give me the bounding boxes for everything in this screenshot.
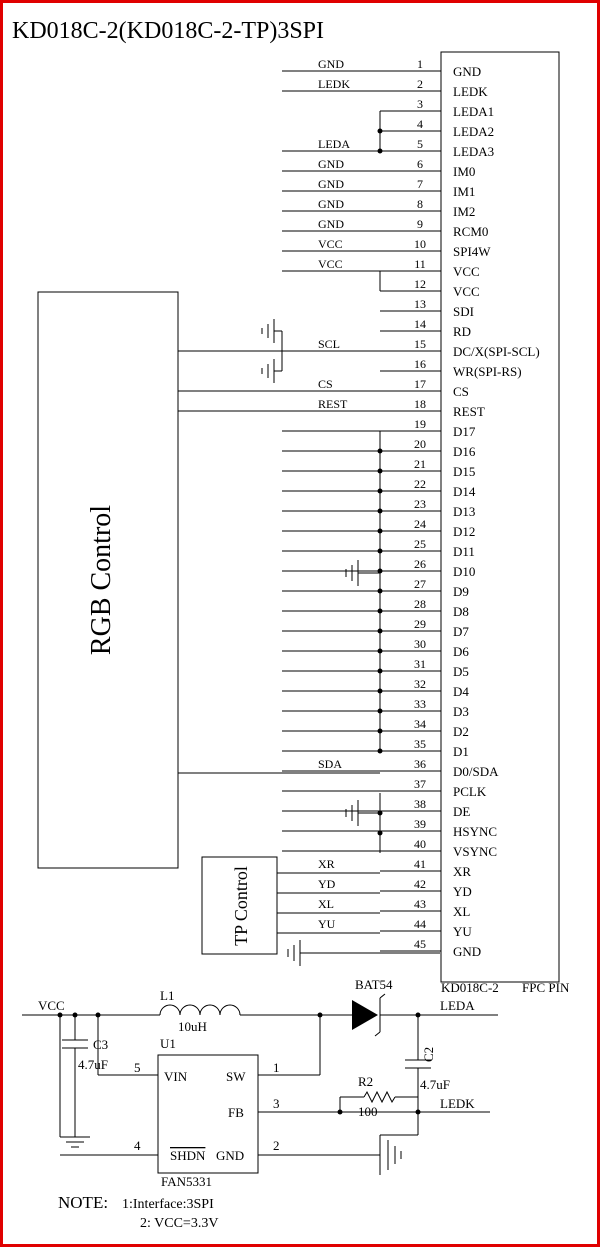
pin-number: 44 bbox=[414, 917, 426, 931]
net-label: LEDK bbox=[318, 77, 350, 91]
pin-name: WR(SPI-RS) bbox=[453, 364, 522, 379]
pin-3 bbox=[380, 97, 494, 119]
pin-8 bbox=[282, 197, 475, 219]
net-label: SCL bbox=[318, 337, 341, 351]
junction-dot bbox=[378, 649, 383, 654]
leda-label: LEDA bbox=[440, 998, 475, 1013]
pin-name: D11 bbox=[453, 544, 475, 559]
net-label: CS bbox=[318, 377, 333, 391]
pin-name: YU bbox=[453, 924, 472, 939]
connector-pins bbox=[282, 57, 540, 959]
ground-symbol bbox=[262, 319, 282, 343]
junction-dot bbox=[378, 629, 383, 634]
pin-number: 45 bbox=[414, 937, 426, 951]
pin-9 bbox=[282, 217, 488, 239]
pin-2 bbox=[282, 77, 488, 99]
pin-name: D0/SDA bbox=[453, 764, 499, 779]
pin-number: 1 bbox=[417, 57, 423, 71]
pin-12 bbox=[380, 277, 480, 299]
pin-10 bbox=[282, 237, 491, 259]
fpc-pin-label: FPC PIN bbox=[522, 980, 570, 995]
net-label: VCC bbox=[318, 237, 343, 251]
junction-dot bbox=[378, 609, 383, 614]
junction-dot bbox=[378, 749, 383, 754]
note-label: NOTE: bbox=[58, 1193, 109, 1212]
pin-number: 36 bbox=[414, 757, 426, 771]
net-label: GND bbox=[318, 177, 344, 191]
pin-name: D7 bbox=[453, 624, 469, 639]
pin-name: GND bbox=[453, 64, 482, 79]
pin-number: 6 bbox=[417, 157, 423, 171]
pin-name: DE bbox=[453, 804, 471, 819]
pin-number: 30 bbox=[414, 637, 426, 651]
r2-ref: R2 bbox=[358, 1074, 374, 1089]
pin-number: 18 bbox=[414, 397, 426, 411]
pin-number: 33 bbox=[414, 697, 426, 711]
pin-21 bbox=[282, 457, 475, 479]
pin-number: 24 bbox=[414, 517, 426, 531]
pin-14 bbox=[380, 317, 471, 339]
u1-pin-gnd: GND bbox=[216, 1148, 245, 1163]
pin-40 bbox=[282, 837, 497, 859]
pin-number: 4 bbox=[417, 117, 423, 131]
pin-name: IM2 bbox=[453, 204, 476, 219]
r2-value: 100 bbox=[358, 1104, 378, 1119]
pin-number: 41 bbox=[414, 857, 426, 871]
u1-pin5-num: 5 bbox=[134, 1060, 141, 1075]
u1-pin3-num: 3 bbox=[273, 1096, 280, 1111]
junction-dot bbox=[378, 549, 383, 554]
pin-5 bbox=[282, 137, 494, 159]
net-label: GND bbox=[318, 217, 344, 231]
pin-number: 32 bbox=[414, 677, 426, 691]
pin-38 bbox=[282, 797, 470, 819]
pin-number: 39 bbox=[414, 817, 426, 831]
junction-dot bbox=[378, 589, 383, 594]
net-label: GND bbox=[318, 157, 344, 171]
pin-name: VSYNC bbox=[453, 844, 498, 859]
pin-name: GND bbox=[453, 944, 482, 959]
pin-number: 26 bbox=[414, 557, 426, 571]
pin-22 bbox=[282, 477, 476, 499]
pin-23 bbox=[282, 497, 475, 519]
junction-dot bbox=[378, 689, 383, 694]
junction-dot bbox=[378, 729, 383, 734]
pin-name: D6 bbox=[453, 644, 469, 659]
junction-dot bbox=[378, 529, 383, 534]
pin-number: 17 bbox=[414, 377, 426, 391]
pin-number: 40 bbox=[414, 837, 426, 851]
u1-pin2-num: 2 bbox=[273, 1138, 280, 1153]
pin-number: 16 bbox=[414, 357, 426, 371]
pin-name: IM1 bbox=[453, 184, 476, 199]
pin-number: 3 bbox=[417, 97, 423, 111]
pin-name: LEDK bbox=[453, 84, 488, 99]
pin-number: 5 bbox=[417, 137, 423, 151]
pin-13 bbox=[380, 297, 474, 319]
pin-number: 11 bbox=[414, 257, 426, 271]
pin-15 bbox=[282, 337, 540, 359]
pin-number: 25 bbox=[414, 537, 426, 551]
ground-symbol bbox=[380, 1135, 401, 1175]
net-label: XR bbox=[318, 857, 335, 871]
pin-42 bbox=[318, 877, 472, 899]
ground-symbol bbox=[346, 800, 380, 826]
pin-7 bbox=[282, 177, 475, 199]
u1-pin-shdn: SHDN bbox=[170, 1148, 206, 1163]
pin-24 bbox=[282, 517, 475, 539]
pin-number: 37 bbox=[414, 777, 426, 791]
pin-name: RCM0 bbox=[453, 224, 489, 239]
pin-number: 31 bbox=[414, 657, 426, 671]
pin-44 bbox=[318, 917, 472, 939]
pin-name: D4 bbox=[453, 684, 469, 699]
pin-name: D13 bbox=[453, 504, 476, 519]
pin-name: D16 bbox=[453, 444, 476, 459]
pin-41 bbox=[318, 857, 471, 879]
pin-4 bbox=[380, 117, 494, 139]
junction-dot bbox=[378, 449, 383, 454]
pin-name: D15 bbox=[453, 464, 476, 479]
pin-number: 34 bbox=[414, 717, 426, 731]
pin-number: 38 bbox=[414, 797, 426, 811]
pin-number: 14 bbox=[414, 317, 426, 331]
pin-name: REST bbox=[453, 404, 485, 419]
pin-name: D10 bbox=[453, 564, 476, 579]
title: KD018C-2(KD018C-2-TP)3SPI bbox=[12, 18, 324, 44]
net-label: REST bbox=[318, 397, 348, 411]
junction-dot bbox=[378, 149, 383, 154]
pin-number: 7 bbox=[417, 177, 423, 191]
pin-19 bbox=[282, 417, 476, 439]
u1-pin4-num: 4 bbox=[134, 1138, 141, 1153]
pin-name: LEDA2 bbox=[453, 124, 495, 139]
pin-39 bbox=[282, 817, 497, 839]
l1-value: 10uH bbox=[178, 1019, 207, 1034]
junction-dot bbox=[378, 831, 383, 836]
pin-number: 42 bbox=[414, 877, 426, 891]
pin-name: SDI bbox=[453, 304, 474, 319]
pin-name: D9 bbox=[453, 584, 469, 599]
net-label: GND bbox=[318, 57, 344, 71]
pin-name: DC/X(SPI-SCL) bbox=[453, 344, 540, 359]
pin-number: 13 bbox=[414, 297, 426, 311]
pin-name: D14 bbox=[453, 484, 476, 499]
pin-number: 15 bbox=[414, 337, 426, 351]
pin-name: HSYNC bbox=[453, 824, 498, 839]
pin-18 bbox=[282, 397, 485, 419]
u1-pin-sw: SW bbox=[226, 1069, 246, 1084]
pin-number: 2 bbox=[417, 77, 423, 91]
pin-name: D1 bbox=[453, 744, 469, 759]
pin-number: 21 bbox=[414, 457, 426, 471]
pin-number: 20 bbox=[414, 437, 426, 451]
junction-dot bbox=[378, 489, 383, 494]
pin-36 bbox=[282, 757, 499, 779]
net-label: SDA bbox=[318, 757, 343, 771]
pin-1 bbox=[282, 57, 481, 79]
connector-part-label: KD018C-2 bbox=[441, 980, 499, 995]
pin-name: IM0 bbox=[453, 164, 476, 179]
ledk-label: LEDK bbox=[440, 1096, 475, 1111]
pin-number: 23 bbox=[414, 497, 426, 511]
pin-number: 28 bbox=[414, 597, 426, 611]
pin-16 bbox=[380, 357, 522, 379]
pin-name: D17 bbox=[453, 424, 476, 439]
diode-ref: BAT54 bbox=[355, 977, 393, 992]
junction-dot bbox=[378, 669, 383, 674]
net-label: LEDA bbox=[318, 137, 350, 151]
pin-name: LEDA1 bbox=[453, 104, 495, 119]
pin-name: CS bbox=[453, 384, 469, 399]
ground-symbol bbox=[262, 359, 282, 383]
pin-43 bbox=[318, 897, 470, 919]
tp-control-label: TP Control bbox=[231, 866, 251, 946]
net-label: YD bbox=[318, 877, 336, 891]
resistor-r2 bbox=[364, 1092, 395, 1102]
note-line-1: 1:Interface:3SPI bbox=[122, 1197, 214, 1212]
inductor-l1 bbox=[160, 1005, 240, 1015]
pin-name: VCC bbox=[453, 284, 480, 299]
pin-name: D12 bbox=[453, 524, 476, 539]
pin-11 bbox=[282, 257, 480, 279]
pin-name: D8 bbox=[453, 604, 469, 619]
pin-name: D5 bbox=[453, 664, 469, 679]
u1-part: FAN5331 bbox=[161, 1174, 213, 1189]
junction-dot bbox=[378, 129, 383, 134]
pin-37 bbox=[282, 777, 487, 799]
pin-number: 22 bbox=[414, 477, 426, 491]
pin-number: 43 bbox=[414, 897, 426, 911]
pin-number: 35 bbox=[414, 737, 426, 751]
pin-name: YD bbox=[453, 884, 472, 899]
pin-name: VCC bbox=[453, 264, 480, 279]
pin-name: XL bbox=[453, 904, 471, 919]
note-line-2: 2: VCC=3.3V bbox=[140, 1216, 219, 1231]
net-label: VCC bbox=[318, 257, 343, 271]
c2-ref: C2 bbox=[421, 1046, 436, 1062]
c2-value: 4.7uF bbox=[420, 1077, 450, 1092]
ground-symbol bbox=[288, 940, 300, 966]
pin-number: 9 bbox=[417, 217, 423, 231]
diode-bat54 bbox=[352, 1000, 378, 1030]
c3-ref: C3 bbox=[93, 1037, 109, 1052]
pin-number: 10 bbox=[414, 237, 426, 251]
pin-number: 27 bbox=[414, 577, 426, 591]
u1-pin1-num: 1 bbox=[273, 1060, 280, 1075]
u1-pin-vin: VIN bbox=[164, 1069, 188, 1084]
net-label: XL bbox=[318, 897, 334, 911]
pin-number: 19 bbox=[414, 417, 426, 431]
pin-26 bbox=[282, 557, 475, 579]
pin-number: 8 bbox=[417, 197, 423, 211]
junction-dot bbox=[378, 469, 383, 474]
pin-45 bbox=[380, 937, 481, 959]
net-label: YU bbox=[318, 917, 336, 931]
pin-name: SPI4W bbox=[453, 244, 491, 259]
pin-name: PCLK bbox=[453, 784, 487, 799]
vcc-label: VCC bbox=[38, 998, 65, 1013]
ground-symbol bbox=[346, 560, 380, 586]
pin-name: LEDA3 bbox=[453, 144, 495, 159]
pin-6 bbox=[282, 157, 475, 179]
c3-value: 4.7uF bbox=[78, 1057, 108, 1072]
pin-number: 12 bbox=[414, 277, 426, 291]
net-label: GND bbox=[318, 197, 344, 211]
u1-ref: U1 bbox=[160, 1036, 176, 1051]
junction-dot bbox=[378, 509, 383, 514]
pin-name: RD bbox=[453, 324, 472, 339]
pin-name: XR bbox=[453, 864, 472, 879]
pin-name: D3 bbox=[453, 704, 469, 719]
pin-20 bbox=[282, 437, 476, 459]
u1-pin-fb: FB bbox=[228, 1105, 244, 1120]
rgb-control-label: RGB Control bbox=[86, 504, 117, 656]
junction-dot bbox=[378, 709, 383, 714]
pin-name: D2 bbox=[453, 724, 469, 739]
l1-ref: L1 bbox=[160, 988, 175, 1003]
pin-25 bbox=[282, 537, 475, 559]
pin-number: 29 bbox=[414, 617, 426, 631]
